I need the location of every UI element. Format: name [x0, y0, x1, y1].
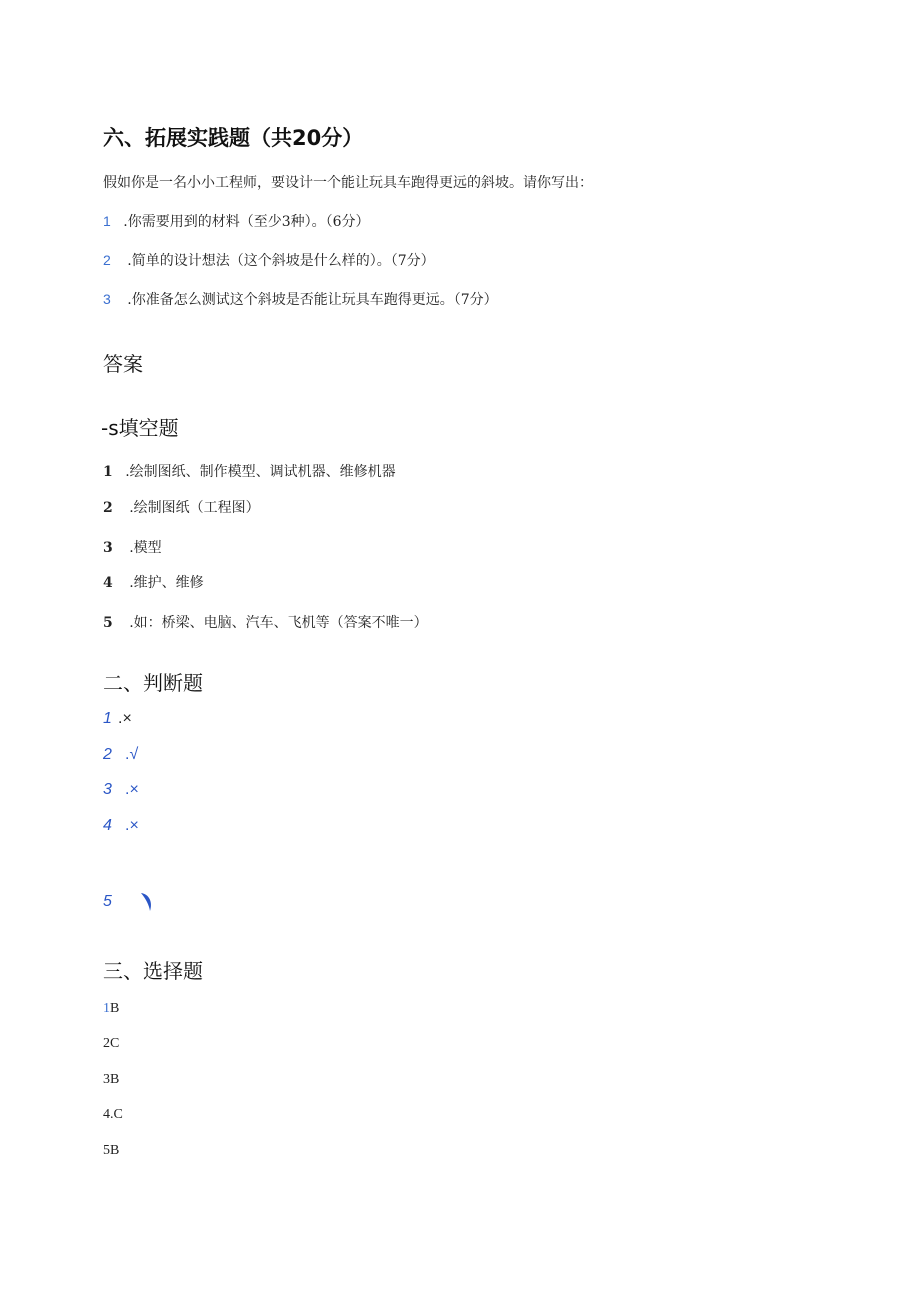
- item-number: 1: [103, 464, 113, 480]
- choice-title: 三、选择题: [103, 959, 203, 983]
- item-text: .维护、维修: [129, 575, 204, 591]
- item-number: 4: [103, 1107, 110, 1122]
- item-text: .×: [118, 710, 132, 727]
- item-number: 4: [103, 575, 113, 591]
- item-text: .你准备怎么测试这个斜坡是否能让玩具车跑得更远。（7分）: [127, 292, 498, 308]
- item-text: .绘制图纸（工程图）: [129, 500, 260, 516]
- crescent-mark-icon: [137, 892, 157, 914]
- judge-item-4: [103, 817, 139, 835]
- item-text: .模型: [129, 540, 162, 556]
- item-number: 3: [103, 291, 111, 307]
- section6-item-2: [103, 250, 435, 270]
- item-text: .你需要用到的材料（至少3种）。（6分）: [123, 214, 370, 230]
- item-text: C: [110, 1036, 120, 1051]
- choice-item-2: [103, 1036, 119, 1052]
- item-text: .×: [125, 817, 139, 834]
- item-text: .C: [110, 1107, 123, 1122]
- item-number: 3: [103, 781, 112, 798]
- item-number: 2: [103, 1036, 110, 1051]
- choice-item-3: [103, 1072, 119, 1088]
- answers-title: 答案: [103, 352, 143, 376]
- item-number: 3: [103, 540, 113, 556]
- item-number: 1: [103, 213, 111, 229]
- item-number: 1: [103, 710, 112, 727]
- item-text: .简单的设计想法（这个斜坡是什么样的）。（7分）: [127, 253, 435, 269]
- item-text: B: [110, 1143, 120, 1158]
- item-number: 5: [103, 1143, 110, 1158]
- section6-intro: 假如你是一名小小工程师，要设计一个能让玩具车跑得更远的斜坡。请你写出：: [103, 175, 593, 191]
- fill-item-4: [103, 572, 204, 592]
- item-number: 4: [103, 817, 112, 834]
- item-number: 5: [103, 893, 112, 910]
- item-text: .×: [125, 781, 139, 798]
- judge-item-1: [103, 710, 132, 728]
- judge-title: 二、判断题: [103, 671, 203, 695]
- choice-item-4: [103, 1107, 123, 1123]
- item-number: 2: [103, 746, 112, 763]
- choice-item-5: [103, 1143, 119, 1159]
- fill-item-1: [103, 461, 396, 481]
- fill-item-3: [103, 537, 162, 557]
- judge-item-3: [103, 781, 139, 799]
- fill-item-2: [103, 497, 260, 517]
- item-text: .√: [125, 746, 139, 763]
- item-number: 5: [103, 615, 113, 631]
- section6-item-3: [103, 289, 498, 309]
- item-text: .如：桥梁、电脑、汽车、飞机等（答案不唯一）: [129, 615, 428, 631]
- item-number: 3: [103, 1072, 110, 1087]
- item-number: 1: [103, 1001, 110, 1016]
- section6-item-1: [103, 211, 370, 231]
- item-number: 2: [103, 500, 113, 516]
- section6-title: 六、拓展实践题（共20分）: [103, 126, 364, 150]
- judge-item-5: [103, 893, 137, 911]
- item-text: B: [110, 1001, 120, 1016]
- item-text: .绘制图纸、制作模型、调试机器、维修机器: [125, 464, 396, 480]
- fill-title: -s填空题: [101, 416, 179, 440]
- choice-item-1: [103, 1001, 119, 1017]
- fill-item-5: [103, 612, 428, 632]
- item-number: 2: [103, 252, 111, 268]
- item-text: B: [110, 1072, 120, 1087]
- judge-item-2: [103, 746, 138, 764]
